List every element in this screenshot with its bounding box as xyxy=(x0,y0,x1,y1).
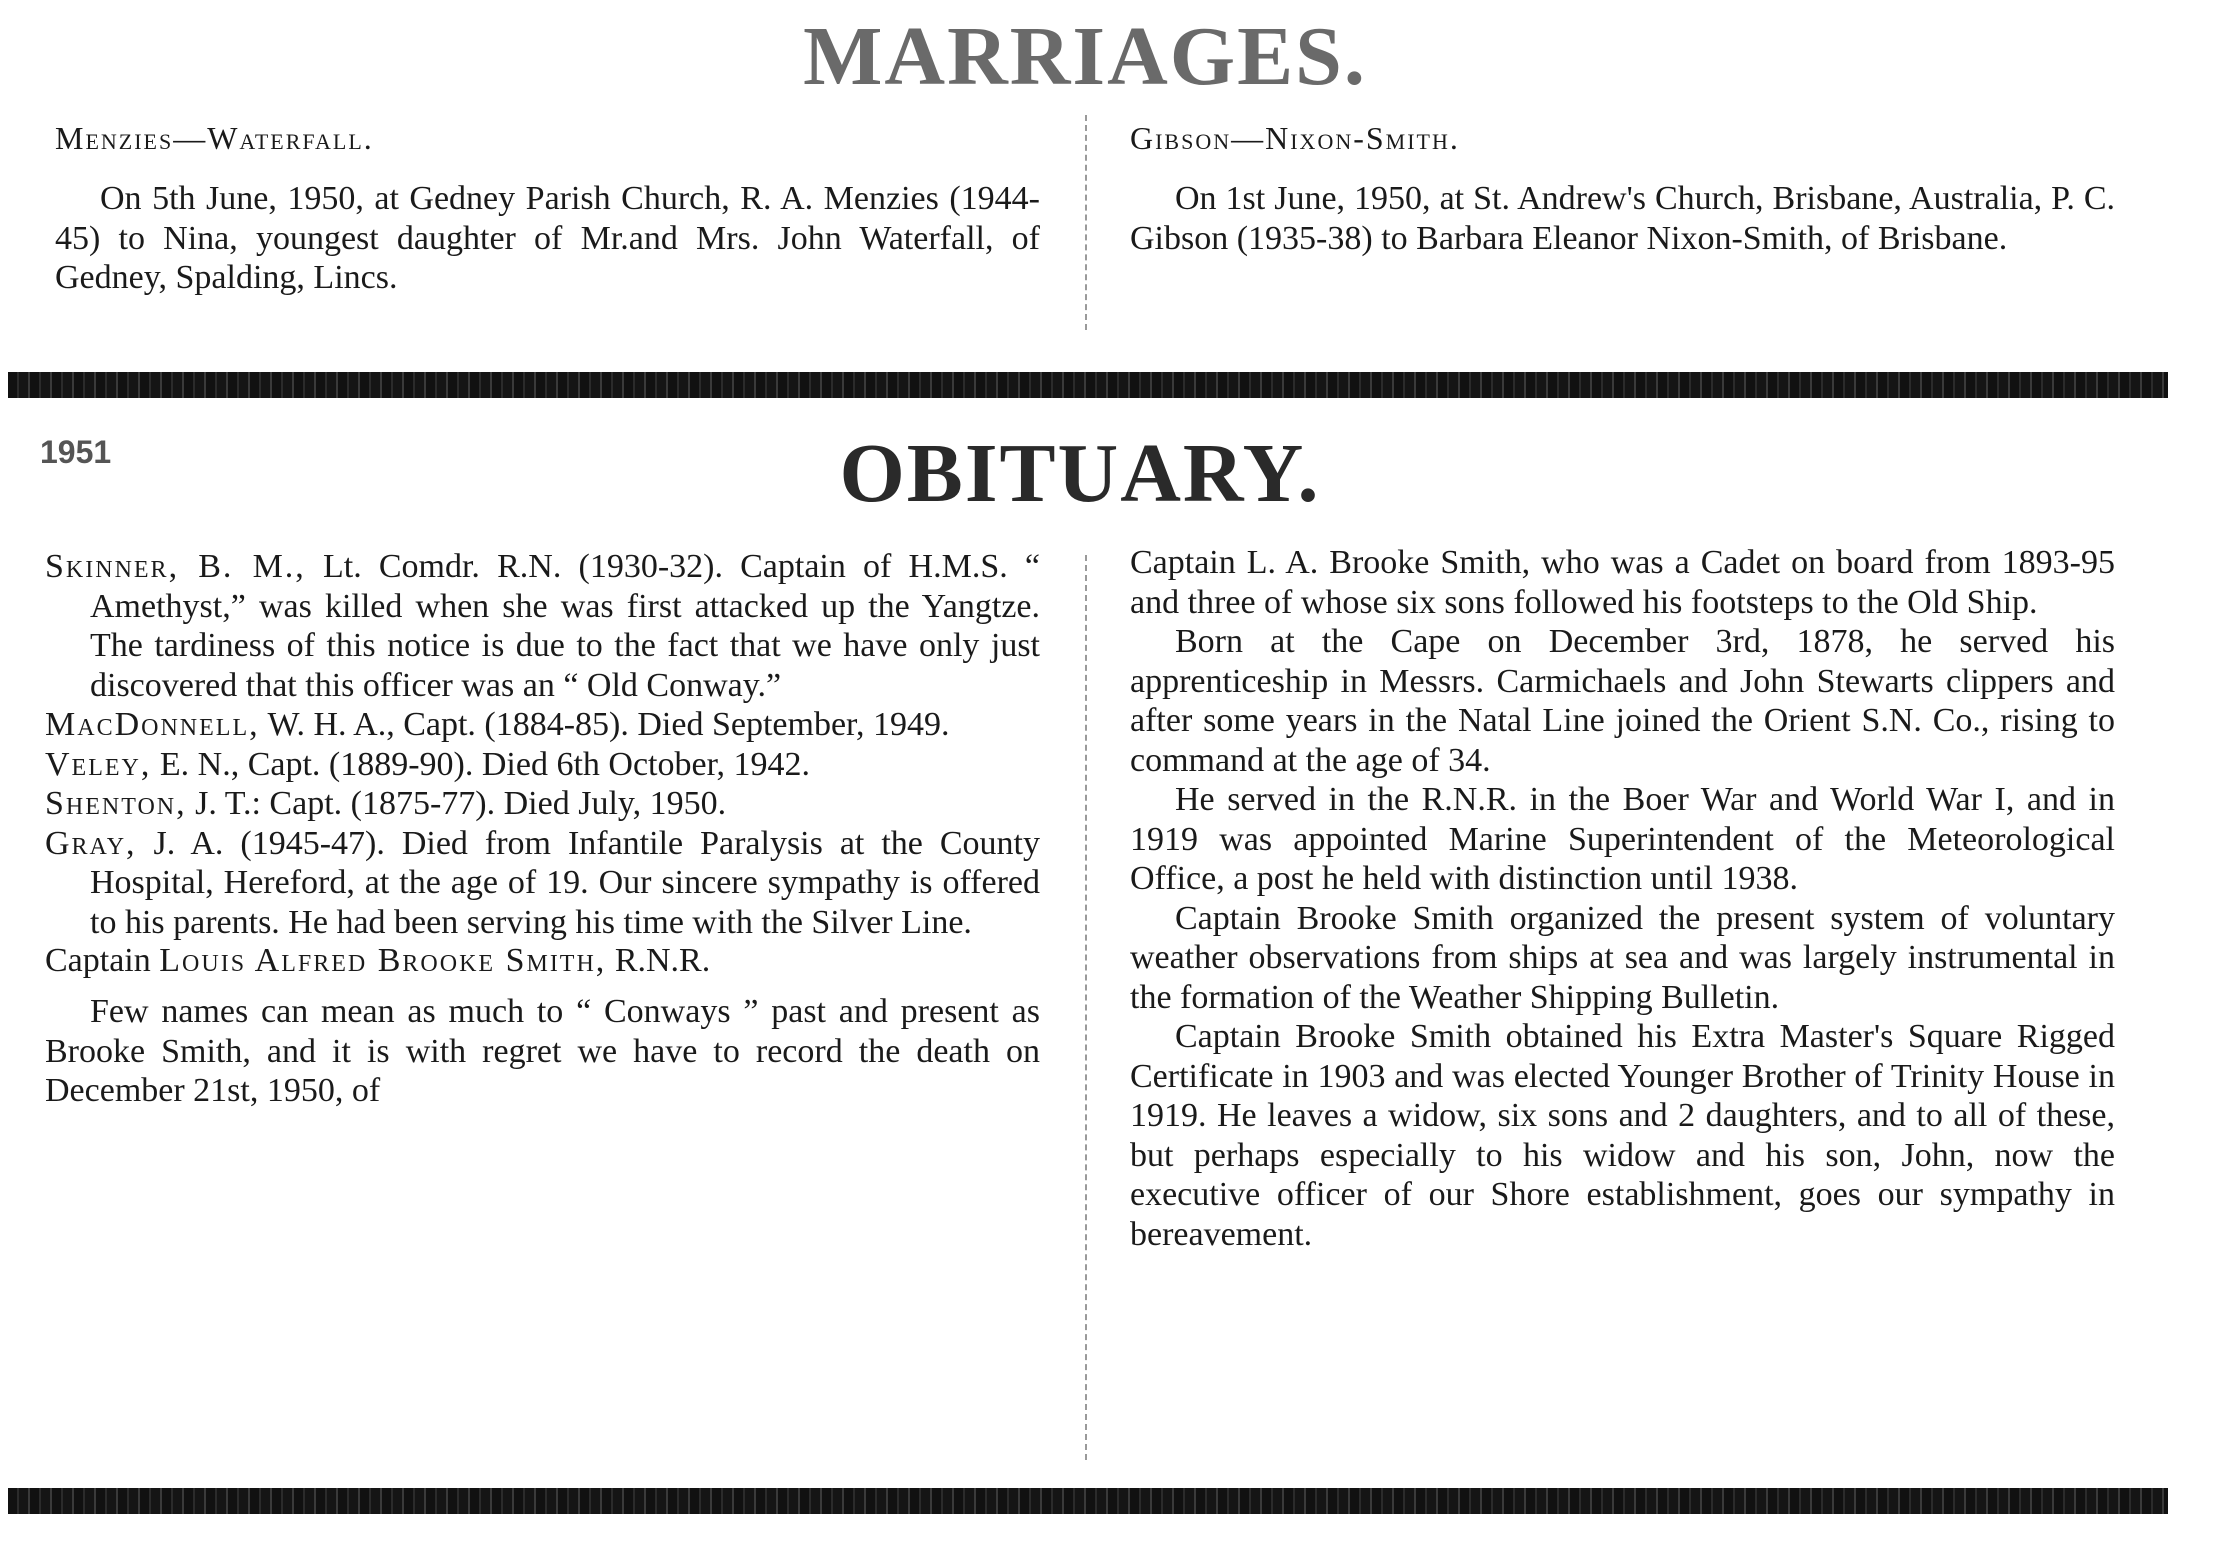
brooke-smith-paragraph-2: Born at the Cape on December 3rd, 1878, he served his apprenticeship in Messrs. Carmichaels and John Stewarts clippers and after some years in the Natal Line joined the Orient S.N. Co., rising to command at the age of 34. xyxy=(1130,623,2115,779)
marriage-text: On 5th June, 1950, at Gedney Parish Church, R. A. Menzies (1944-45) to Nina, youngest daughter of Mr.and Mrs. John Waterfall, of Gedney, Spalding, Lincs. xyxy=(55,180,1040,296)
obituary-entry-shenton xyxy=(45,784,1040,824)
obituary-entry-gray xyxy=(45,824,1040,943)
marriages-heading: MARRIAGES. xyxy=(803,10,1367,103)
brooke-smith-paragraph-3: He served in the R.N.R. in the Boer War and World War I, and in 1919 was appointed Marine Superintendent of the Meteorological Office, a post he held with distinction until 1938. xyxy=(1130,781,2115,897)
obituary-name: Gray, xyxy=(45,824,137,862)
obituary-right-column xyxy=(1130,543,2115,1254)
obituary-name: Shenton, xyxy=(45,785,187,822)
marriage-names: Menzies—Waterfall. xyxy=(55,120,374,156)
obituary-name: Veley, xyxy=(45,745,152,783)
brooke-smith-paragraph-4: Captain Brooke Smith organized the present system of voluntary weather observations from ships at sea and was largely instrumental in the formation of the Weather Shipping Bulletin. xyxy=(1130,899,2115,1016)
brooke-smith-paragraph-5: Captain Brooke Smith obtained his Extra Master's Square Rigged Certificate in 1903 and was elected Younger Brother of Trinity House in 1919. He leaves a widow, six sons and 2 daughters, and to all of these, but perhaps especially to his widow and his son, John, now the executive officer of our Shore establishment, goes our sympathy in bereavement. xyxy=(1130,1018,2115,1253)
marriage-entry-menzies xyxy=(55,120,1040,298)
obituary-text: E. N., Capt. (1889-90). Died 6th October, 1942. xyxy=(151,745,811,783)
marriage-names: Gibson—Nixon-Smith. xyxy=(1130,120,1460,156)
obituary-entry-macdonnell xyxy=(45,705,1040,745)
obituary-name: Skinner, B. M., xyxy=(45,548,306,585)
obituary-heading: OBITUARY. xyxy=(839,427,1321,520)
brooke-smith-paragraph-1-cont: Captain L. A. Brooke Smith, who was a Cadet on board from 1893-95 and three of whose six sons followed his footsteps to the Old Ship. xyxy=(1130,544,2115,621)
marriage-text: On 1st June, 1950, at St. Andrew's Church, Brisbane, Australia, P. C. Gibson (1935-38) to Barbara Eleanor Nixon-Smith, of Brisbane. xyxy=(1130,180,2115,257)
obituary-column-divider xyxy=(1085,555,1087,1460)
brooke-smith-heading-suffix: R.N.R. xyxy=(614,942,711,979)
marriages-column-divider xyxy=(1085,115,1087,330)
brooke-smith-heading-prefix: Captain xyxy=(45,942,151,979)
section-rule xyxy=(8,372,2168,398)
obituary-text: W. H. A., Capt. (1884-85). Died September, 1949. xyxy=(259,706,950,743)
obituary-entry-veley xyxy=(45,745,1040,785)
obituary-text: Lt. Comdr. R.N. (1930-32). Captain of H.M.S. “ Amethyst,” was killed when she was first attacked up the Yangtze. The tardiness of this notice is due to the fact that we have only just discovered that this officer was an “ Old Conway.” xyxy=(90,548,1040,704)
obituary-name: MacDonnell, xyxy=(45,706,260,743)
brooke-smith-heading-name: Louis Alfred Brooke Smith, xyxy=(159,942,607,979)
obituary-left-column xyxy=(45,547,1040,1111)
obituary-entry-skinner xyxy=(45,547,1040,705)
year-label: 1951 xyxy=(40,434,112,470)
footer-rule xyxy=(8,1488,2168,1514)
brooke-smith-paragraph-1: Few names can mean as much to “ Conways ” past and present as Brooke Smith, and it is with regret we have to record the death on December 21st, 1950, of xyxy=(45,993,1040,1109)
obituary-text: J. A. (1945-47). Died from Infantile Paralysis at the County Hospital, Hereford, at the age of 19. Our sincere sympathy is offered to his parents. He had been serving his time with the Silver Line. xyxy=(90,824,1040,941)
marriage-entry-gibson xyxy=(1130,120,2115,258)
obituary-text: J. T.: Capt. (1875-77). Died July, 1950. xyxy=(186,785,727,822)
brooke-smith-heading xyxy=(45,942,1040,980)
